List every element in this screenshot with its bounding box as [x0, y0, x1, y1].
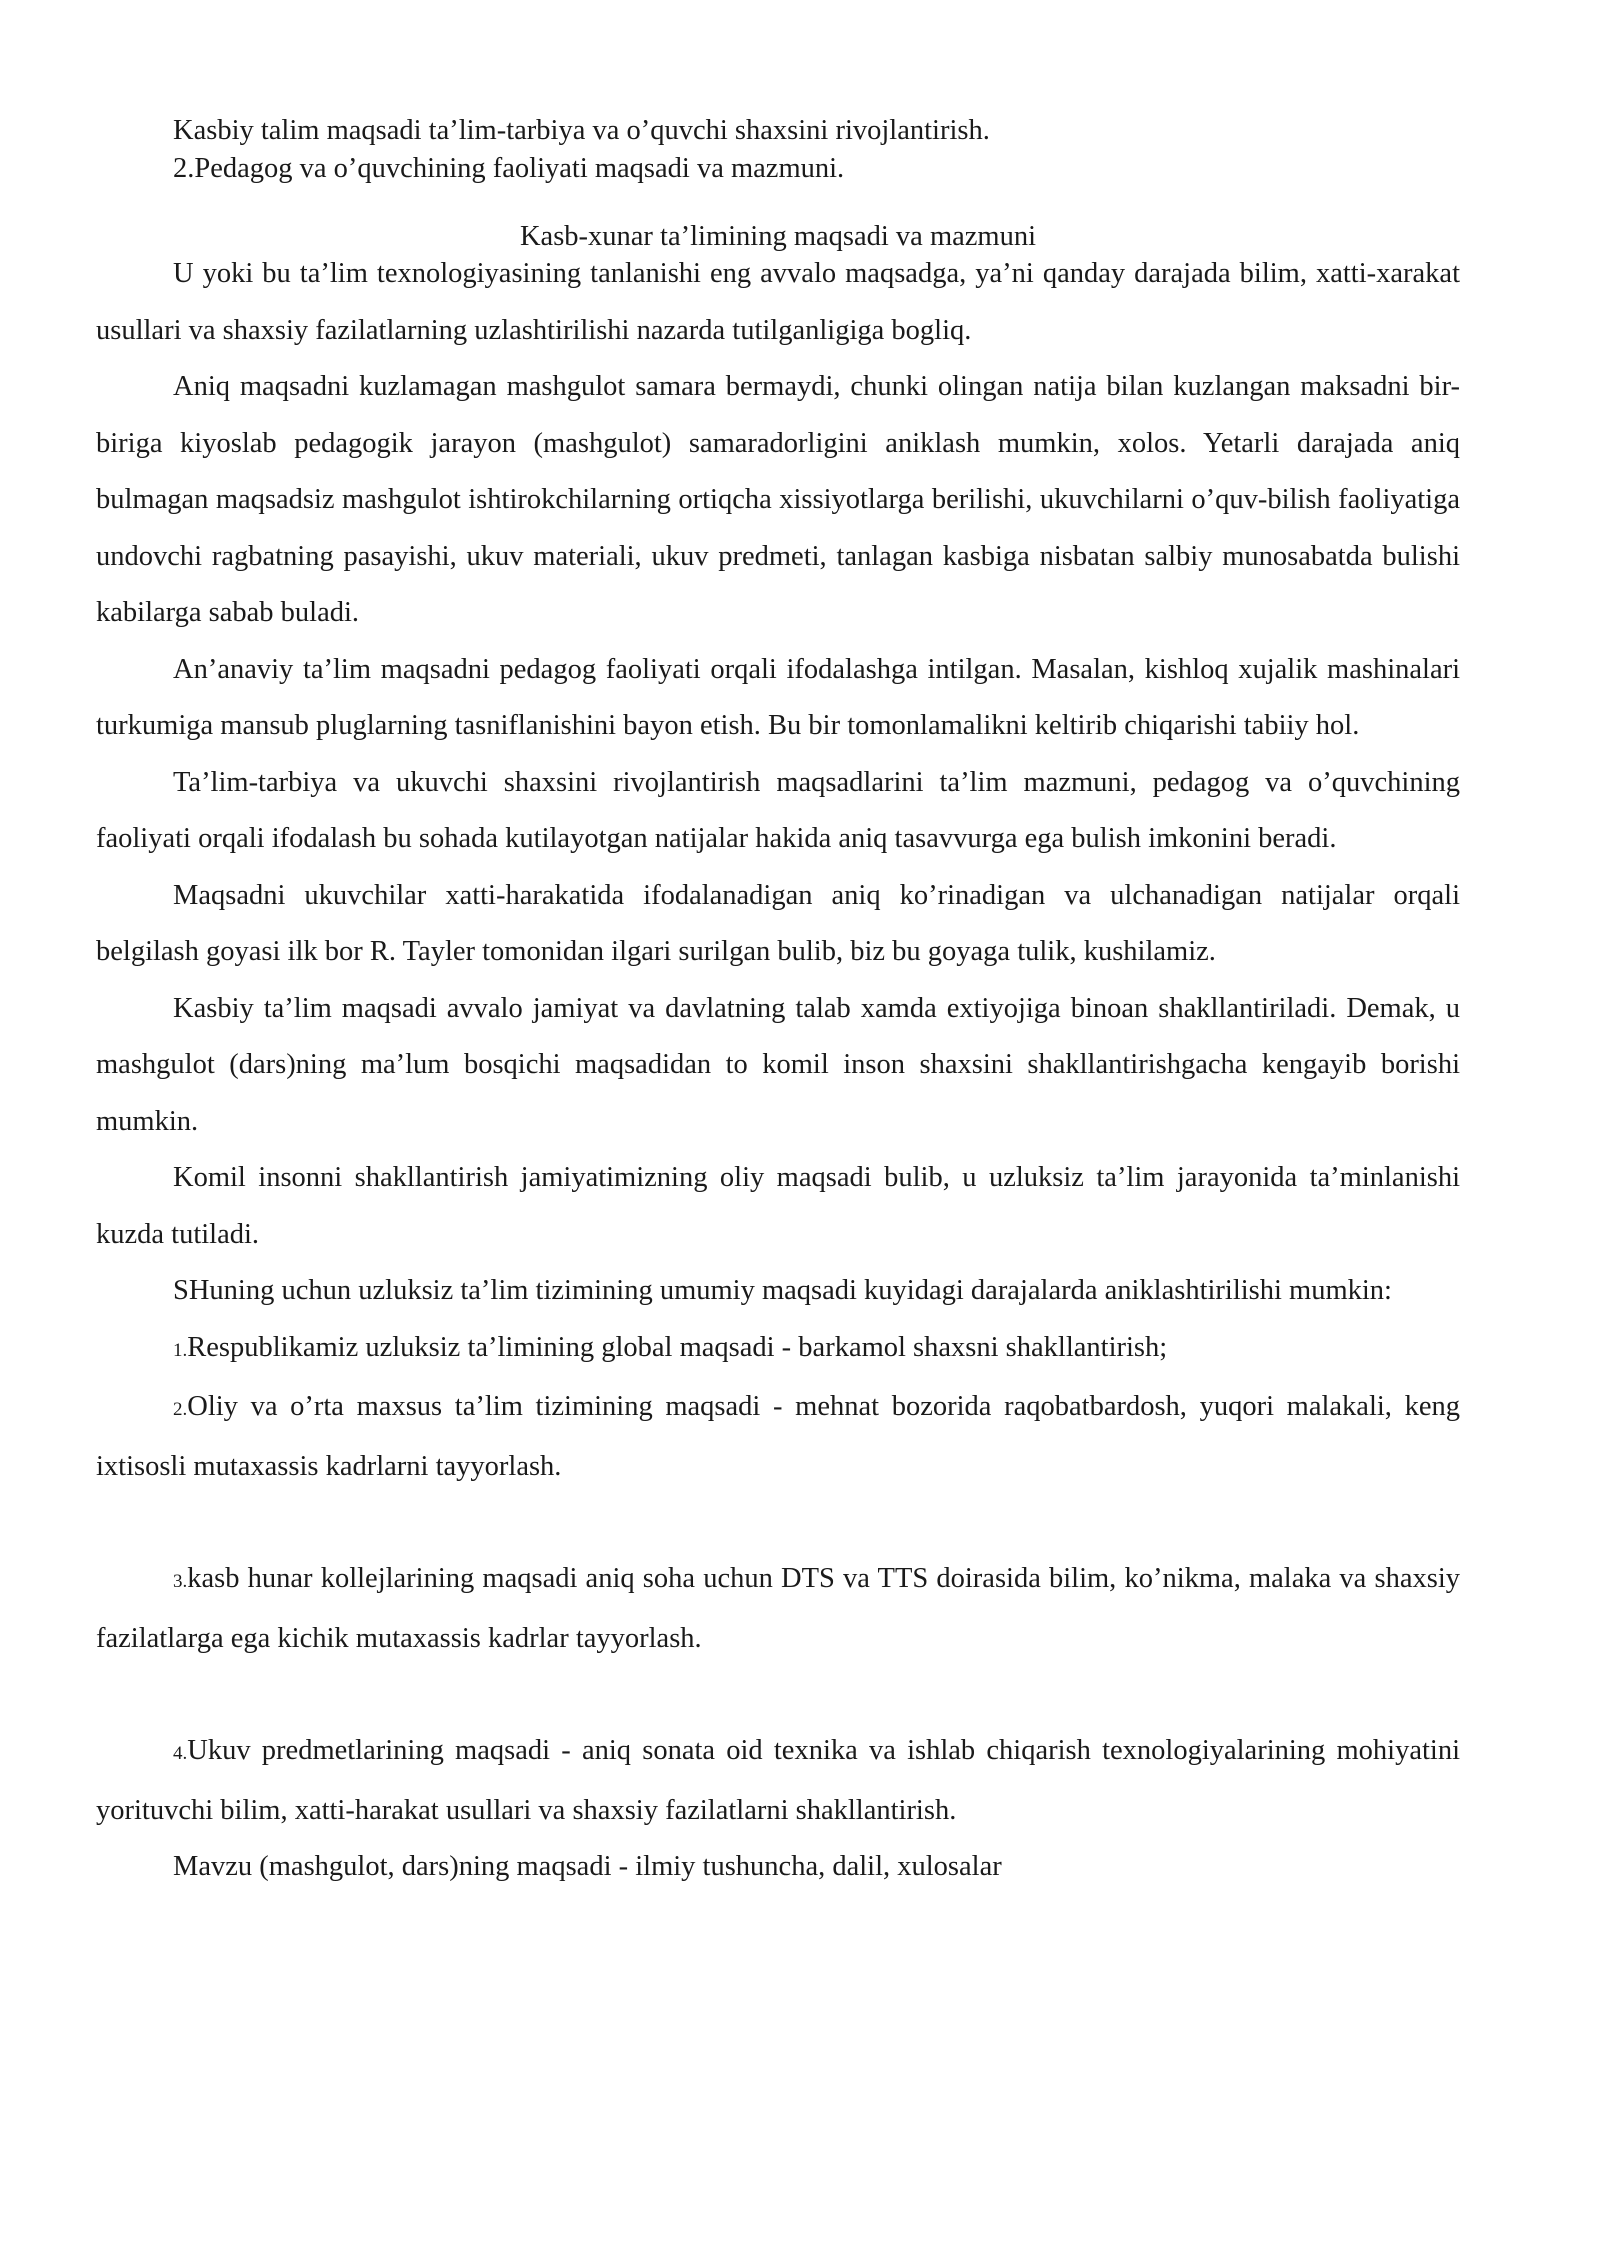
list-text: Ukuv predmetlarining maqsadi - aniq sonata oid texnika va ishlab chiqarish texnologiyalarining mohiyatini yorituvchi bilim, xatti-harakat usullari va shaxsiy fazilatlarni shakllantirish. — [96, 1735, 1460, 1826]
list-text: Respublikamiz uzluksiz ta’limining global maqsadi - barkamol shaxsni shakllantirish; — [187, 1331, 1168, 1363]
list-item-4 — [96, 1723, 1460, 1839]
intro-line-2: 2.Pedagog va o’quvchining faoliyati maqsadi va mazmuni. — [173, 153, 845, 184]
document-page — [96, 112, 1460, 1896]
list-number: 2. — [173, 1399, 188, 1420]
blank-space — [96, 1667, 1460, 1723]
paragraph-6: Kasbiy ta’lim maqsadi avvalo jamiyat va davlatning talab xamda extiyojiga binoan shakllantiriladi. Demak, u mashgulot (dars)ning ma’lum bosqichi maqsadidan to komil inson shaxsini shakllantirishgacha kengayib borishi mumkin. — [96, 992, 1460, 1137]
paragraph-8: SHuning uchun uzluksiz ta’lim tizimining umumiy maqsadi kuyidagi darajalarda aniklashtirilishi mumkin: — [173, 1275, 1392, 1306]
list-text: kasb hunar kollejlarining maqsadi aniq soha uchun DTS va TTS doirasida bilim, ko’nikma, malaka va shaxsiy fazilatlarga ega kichik mutaxassis kadrlar tayyorlash. — [96, 1563, 1460, 1654]
intro-line-1: Kasbiy talim maqsadi ta’lim-tarbiya va o’quvchi shaxsini rivojlantirish. — [173, 115, 990, 146]
paragraph-1: U yoki bu ta’lim texnologiyasining tanlanishi eng avvalo maqsadga, ya’ni qanday darajada bilim, xatti-xarakat usullari va shaxsiy fazilatlarning uzlashtirilishi nazarda tutilganligiga bogliq. — [96, 258, 1460, 346]
paragraph-7: Komil insonni shakllantirish jamiyatimizning oliy maqsadi bulib, u uzluksiz ta’lim jarayonida ta’minlanishi kuzda tutiladi. — [96, 1162, 1460, 1250]
last-paragraph: Mavzu (mashgulot, dars)ning maqsadi - ilmiy tushuncha, dalil, xulosalar — [173, 1851, 1002, 1882]
list-item-2 — [96, 1379, 1460, 1495]
paragraph-5: Maqsadni ukuvchilar xatti-harakatida ifodalanadigan aniq ko’rinadigan va ulchanadigan natijalar orqali belgilash goyasi ilk bor R. Tayler tomonidan ilgari surilgan bulib, biz bu goyaga tulik, kushilamiz. — [96, 879, 1460, 967]
paragraph-3: An’anaviy ta’lim maqsadni pedagog faoliyati orqali ifodalashga intilgan. Masalan, kishloq xujalik mashinalari turkumiga mansub pluglarning tasniflanishini bayon etish. Bu bir tomonlamalikni keltirib chiqarishi tabiiy hol. — [96, 653, 1460, 741]
list-item-3 — [96, 1551, 1460, 1667]
section-heading: Kasb-xunar ta’limining maqsadi va mazmuni — [519, 221, 1037, 252]
paragraph-2: Aniq maqsadni kuzlamagan mashgulot samara bermaydi, chunki olingan natija bilan kuzlangan maksadni bir-biriga kiyoslab pedagogik jarayon (mashgulot) samaradorligini aniklash mumkin, xolos. Yetarli darajada aniq bulmagan maqsadsiz mashgulot ishtirokchilarning ortiqcha xissiyotlarga berilishi, ukuvchilarni o’quv-bilish faoliyatiga undovchi ragbatning pasayishi, ukuv materiali, ukuv predmeti, tanlagan kasbiga nisbatan salbiy munosabatda bulishi kabilarga sabab buladi. — [96, 371, 1460, 628]
list-number: 3. — [173, 1571, 188, 1592]
blank-space — [96, 1495, 1460, 1551]
list-text: Oliy va o’rta maxsus ta’lim tizimining maqsadi - mehnat bozorida raqobatbardosh, yuqori malakali, keng ixtisosli mutaxassis kadrlarni tayyorlash. — [96, 1391, 1460, 1482]
list-item-1 — [96, 1320, 1460, 1380]
list-number: 4. — [173, 1743, 188, 1764]
paragraph-4: Ta’lim-tarbiya va ukuvchi shaxsini rivojlantirish maqsadlarini ta’lim mazmuni, pedagog va o’quvchining faoliyati orqali ifodalash bu sohada kutilayotgan natijalar hakida aniq tasavvurga ega bulish imkonini beradi. — [96, 766, 1460, 854]
list-number: 1. — [173, 1339, 188, 1361]
